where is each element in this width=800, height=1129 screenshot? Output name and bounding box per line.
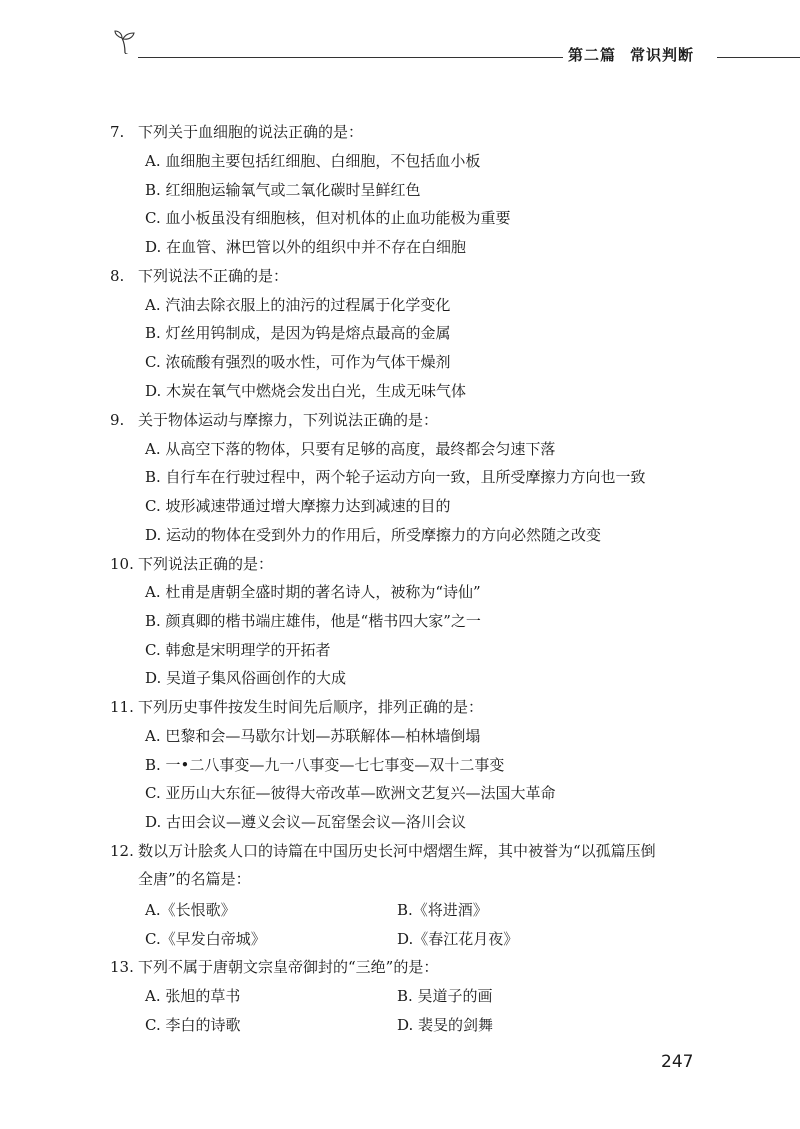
- option: B.《将进酒》: [397, 901, 488, 919]
- option: B. 颜真卿的楷书端庄雄伟，他是“楷书四大家”之一: [145, 612, 481, 630]
- option: B. 红细胞运输氧气或二氧化碳时呈鲜红色: [145, 181, 421, 199]
- option: B. 吴道子的画: [397, 987, 493, 1005]
- question-13: [110, 956, 438, 977]
- question-number: 7.: [110, 123, 125, 141]
- question-8: [110, 265, 288, 286]
- header-rule-right: [717, 57, 800, 58]
- sprout-icon: [112, 28, 138, 54]
- question-number: 9.: [110, 411, 125, 429]
- option: D. 木炭在氧气中燃烧会发出白光，生成无味气体: [145, 382, 467, 400]
- page-number: 247: [661, 1052, 694, 1072]
- question-stem: 下列不属于唐朝文宗皇帝御封的“三绝”的是：: [138, 958, 439, 976]
- option: D. 在血管、淋巴管以外的组织中并不存在白细胞: [145, 238, 467, 256]
- option: A. 巴黎和会—马歇尔计划—苏联解体—柏林墙倒塌: [145, 727, 481, 745]
- option: A. 汽油去除衣服上的油污的过程属于化学变化: [145, 296, 451, 314]
- question-stem: 关于物体运动与摩擦力，下列说法正确的是：: [138, 411, 439, 429]
- question-stem: 下列关于血细胞的说法正确的是：: [138, 123, 364, 141]
- option: B. 灯丝用钨制成，是因为钨是熔点最高的金属: [145, 324, 451, 342]
- question-11: [110, 696, 483, 717]
- option: C. 李白的诗歌: [145, 1016, 241, 1034]
- option: D.《春江花月夜》: [397, 930, 519, 948]
- question-number: 12.: [110, 842, 134, 860]
- option: A.《长恨歌》: [145, 901, 236, 919]
- question-number: 11.: [110, 698, 134, 716]
- page-header: [0, 0, 800, 80]
- option: D. 古田会议—遵义会议—瓦窑堡会议—洛川会议: [145, 813, 467, 831]
- option: A. 血细胞主要包括红细胞、白细胞，不包括血小板: [145, 152, 481, 170]
- option: C. 韩愈是宋明理学的开拓者: [145, 641, 331, 659]
- option: A. 张旭的草书: [145, 987, 241, 1005]
- option: B. 一•二八事变—九一八事变—七七事变—双十二事变: [145, 756, 505, 774]
- option: C. 坡形减速带通过增大摩擦力达到减速的目的: [145, 497, 451, 515]
- option: C.《早发白帝城》: [145, 930, 266, 948]
- header-rule-left: [138, 57, 563, 58]
- question-7: [110, 121, 363, 142]
- question-12: [110, 840, 656, 861]
- option: D. 裴旻的剑舞: [397, 1016, 494, 1034]
- option: C. 血小板虽没有细胞核，但对机体的止血功能极为重要: [145, 209, 511, 227]
- question-stem-continued: 全唐”的名篇是：: [138, 870, 251, 888]
- question-9: [110, 409, 438, 430]
- option: B. 自行车在行驶过程中，两个轮子运动方向一致，且所受摩擦力方向也一致: [145, 468, 646, 486]
- question-stem: 下列历史事件按发生时间先后顺序，排列正确的是：: [138, 698, 484, 716]
- header-section: 常识判断: [630, 46, 695, 64]
- question-number: 10.: [110, 555, 134, 573]
- header-title: [568, 44, 694, 65]
- option: D. 运动的物体在受到外力的作用后，所受摩擦力的方向必然随之改变: [145, 526, 602, 544]
- option: C. 亚历山大东征—彼得大帝改革—欧洲文艺复兴—法国大革命: [145, 784, 556, 802]
- question-stem: 数以万计脍炙人口的诗篇在中国历史长河中熠熠生辉，其中被誉为“以孤篇压倒: [138, 842, 656, 860]
- option: A. 从高空下落的物体，只要有足够的高度，最终都会匀速下落: [145, 440, 556, 458]
- option: C. 浓硫酸有强烈的吸水性，可作为气体干燥剂: [145, 353, 451, 371]
- option: A. 杜甫是唐朝全盛时期的著名诗人，被称为“诗仙”: [145, 583, 481, 601]
- header-part: 第二篇: [568, 46, 617, 64]
- question-number: 8.: [110, 267, 125, 285]
- question-10: [110, 553, 273, 574]
- question-stem: 下列说法正确的是：: [138, 555, 274, 573]
- question-stem: 下列说法不正确的是：: [138, 267, 289, 285]
- question-number: 13.: [110, 958, 134, 976]
- option: D. 吴道子集风俗画创作的大成: [145, 669, 347, 687]
